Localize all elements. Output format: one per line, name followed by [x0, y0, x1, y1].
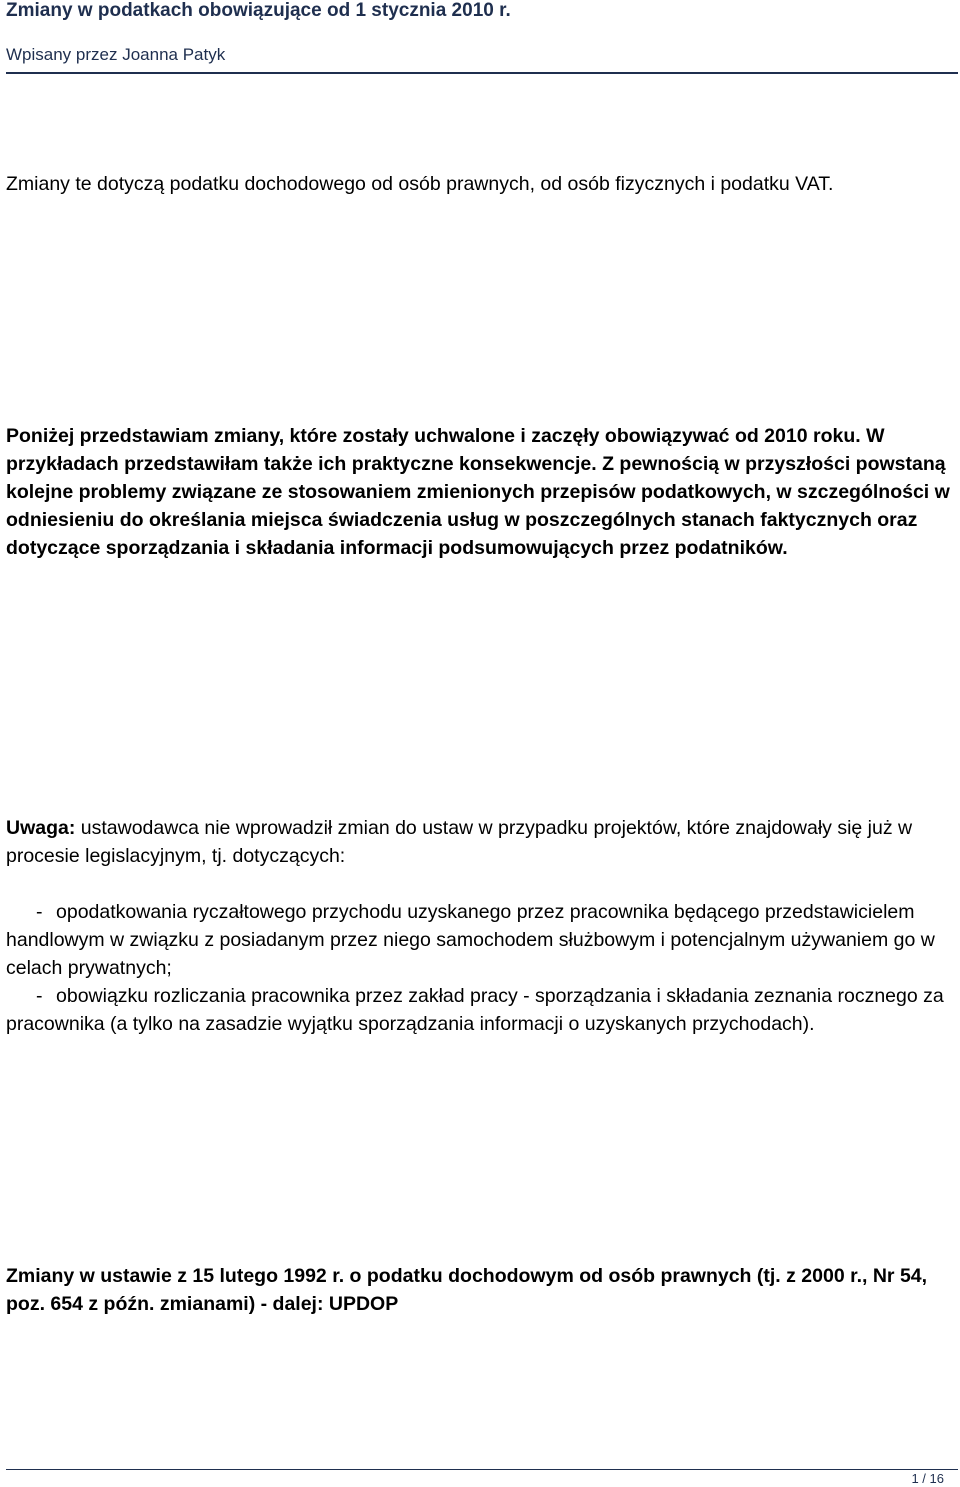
- list-item-text: obowiązku rozliczania pracownika przez zakład pracy - sporządzania i składania zeznania rocznego za pracownika (a tylko na zasadzie wyjątku sporządzania informacji o uzyskanych przychodach).: [6, 985, 944, 1035]
- list-dash: -: [36, 901, 43, 923]
- exceptions-list: [6, 898, 954, 1038]
- page-number: 1 / 16: [911, 1471, 944, 1486]
- list-item-text: opodatkowania ryczałtowego przychodu uzyskanego przez pracownika będącego przedstawicielem handlowym w związku z posiadanym przez niego samochodem służbowym i potencjalnym używaniem go w celach prywatnych;: [6, 901, 935, 979]
- author-line: Wpisany przez Joanna Patyk: [6, 45, 226, 64]
- footer-divider: [6, 1469, 958, 1470]
- section-heading: Zmiany w ustawie z 15 lutego 1992 r. o podatku dochodowym od osób prawnych (tj. z 2000 r., Nr 54, poz. 654 z późn. zmianami) - dalej: UPDOP: [6, 1265, 928, 1315]
- intro-paragraph: Zmiany te dotyczą podatku dochodowego od osób prawnych, od osób fizycznych i podatku VAT.: [6, 173, 834, 195]
- header-divider: [6, 72, 958, 74]
- note-paragraph: [6, 814, 954, 870]
- list-item: [6, 898, 954, 982]
- list-dash: -: [36, 985, 43, 1007]
- note-label: Uwaga:: [6, 817, 76, 839]
- summary-paragraph: Poniżej przedstawiam zmiany, które zostały uchwalone i zaczęły obowiązywać od 2010 roku. W przykładach przedstawiłam także ich praktyczne konsekwencje. Z pewnością w przyszłości powstaną kolejne problemy związane ze stosowaniem zmienionych przepisów podatkowych, w szczególności w odniesieniu do określania miejsca świadczenia usług w poszczególnych stanach faktycznych oraz dotyczące sporządzania i składania informacji podsumowujących przez podatników.: [6, 425, 950, 559]
- note-text: ustawodawca nie wprowadził zmian do ustaw w przypadku projektów, które znajdowały się już w procesie legislacyjnym, tj. dotyczących:: [6, 817, 913, 867]
- document-title: Zmiany w podatkach obowiązujące od 1 stycznia 2010 r.: [6, 0, 511, 21]
- list-item: [6, 982, 954, 1038]
